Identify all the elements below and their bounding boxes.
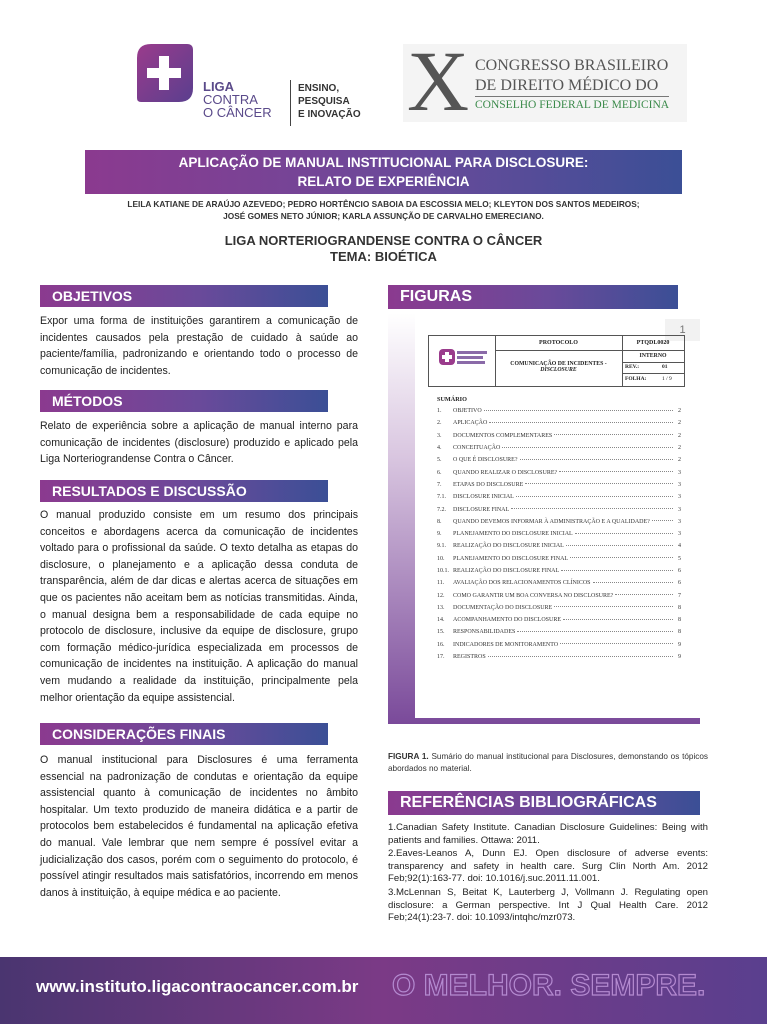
toc-number: 7.1.	[437, 494, 446, 501]
toc-title: REALIZAÇÃO DO DISCLOSURE INICIAL	[453, 543, 564, 550]
figure-doc-folha-value: 1 / 9	[662, 376, 672, 382]
toc-row	[437, 516, 681, 528]
toc-page: 7	[678, 592, 681, 599]
toc-row	[437, 454, 681, 466]
toc-row	[437, 626, 681, 638]
toc-row	[437, 417, 681, 429]
toc-leader	[593, 582, 673, 583]
toc-title: DISCLOSURE FINAL	[453, 506, 510, 513]
toc-title: OBJETIVO	[453, 408, 482, 415]
toc-leader	[566, 545, 673, 546]
toc-title: QUANDO REALIZAR O DISCLOSURE?	[453, 469, 558, 476]
figure-doc-rev-label: REV.:	[625, 364, 640, 370]
toc-number: 7.2.	[437, 506, 446, 513]
toc-row	[437, 479, 681, 491]
toc-leader	[525, 483, 673, 484]
toc-row	[437, 614, 681, 626]
toc-number: 5.	[437, 457, 442, 464]
toc-row	[437, 602, 681, 614]
toc-row	[437, 589, 681, 601]
reference-item: 2.Eaves-Leanos A, Dunn EJ. Open disclosure of adverse events: transparency and safety in health care. Surg Clin North Am. 2012 Feb;92(1):163-77. doi: 10.1016/j.suc.2011.11.001.	[388, 848, 708, 885]
title-line2: RELATO DE EXPERIÊNCIA	[297, 174, 470, 189]
figure-doc-logo	[429, 336, 496, 386]
toc-page: 3	[678, 518, 681, 525]
toc-leader	[489, 422, 673, 423]
toc-page: 6	[678, 568, 681, 574]
consideracoes-header: CONSIDERAÇÕES FINAIS	[40, 723, 328, 745]
reference-item: 1.Canadian Safety Institute. Canadian Disclosure Guidelines: Being with patients and families. Ottawa: 2011.	[388, 822, 708, 846]
toc-row	[437, 491, 681, 503]
toc-title: DISCLOSURE INICIAL	[453, 494, 514, 501]
figure-doc-sumario: SUMÁRIO	[437, 396, 467, 403]
toc-number: 10.1.	[437, 568, 449, 574]
toc-leader	[511, 508, 673, 509]
toc-page: 9	[678, 641, 681, 648]
liga-logo-line1: LIGA	[203, 79, 235, 94]
congress-logo	[403, 33, 687, 129]
toc-number: 8.	[437, 518, 442, 525]
metodos-text: Relato de experiência sobre a aplicação de manual interno para comunicação de incidentes (disclosure) produzido e aplicado pela Liga Norteriograndense Contra o Câncer.	[40, 420, 358, 466]
toc-number: 15.	[437, 629, 445, 636]
toc-number: 7.	[437, 481, 442, 488]
toc-row	[437, 503, 681, 515]
figure-doc-cross-icon	[439, 349, 455, 365]
authors-line1: LEILA KATIANE DE ARAÚJO AZEVEDO; PEDRO HORTÊNCIO SABOIA DA ESCOSSIA MELO; KLEYTON DOS SANTOS MEDEIROS;	[127, 199, 640, 209]
figure-doc-title2: DISCLOSURE	[540, 367, 577, 373]
toc-number: 12.	[437, 592, 445, 599]
toc-page: 8	[678, 604, 681, 611]
figure-doc-rev-value: 01	[662, 364, 668, 370]
toc-page: 2	[678, 432, 681, 439]
toc-row	[437, 639, 681, 651]
toc-leader	[517, 631, 673, 632]
liga-logo-line3: O CÂNCER	[203, 105, 272, 120]
consideracoes-text: O manual institucional para Disclosures é uma ferramenta essencial na padronização de condutas e orientação da equipe assistencial quanto à comunicação de incidentes no âmbito hospitalar. Um texto produzido de maneira didática e a partir de protocolos bem estabelecidos é fundamental na aplicação efetiva do manual. Vale lembrar que nem sempre é possível evitar a judicialização dos casos, porém com o seguimento do protocolo, é possível atingir resultados mais satisfatórios, incorrendo em menos danos à instituição, à equipe médica e ao paciente.	[40, 754, 358, 899]
toc-title: PLANEJAMENTO DO DISCLOSURE INICIAL	[453, 531, 573, 538]
footer-url[interactable]: www.instituto.ligacontraocancer.com.br	[36, 977, 359, 996]
reference-item: 3.McLennan S, Beitat K, Lauterberg J, Vollmann J. Regulating open disclosure: a German perspective. Int J Qual Health Care. 2012 Feb;24(1):23-7. doi: 10.1093/intqhc/mzr073.	[388, 886, 708, 924]
toc-row	[437, 430, 681, 442]
toc-title: O QUE É DISCLOSURE?	[453, 457, 518, 464]
toc-page: 3	[678, 531, 681, 538]
toc-leader	[575, 533, 673, 534]
toc-number: 4.	[437, 445, 442, 452]
objetivos-header: OBJETIVOS	[40, 285, 328, 307]
toc-page: 8	[678, 617, 681, 624]
toc-page: 5	[678, 555, 681, 562]
toc-number: 16.	[437, 641, 445, 648]
objetivos-text: Expor uma forma de instituições garantirem a comunicação de incidentes causados pela prestação de cuidado à saúde ao paciente/família, padronizando e orientando todo o processo de comunicação de incidentes.	[40, 315, 358, 377]
figuras-header: FIGURAS	[388, 285, 678, 309]
toc-page: 6	[678, 580, 681, 587]
toc-page: 4	[678, 543, 681, 550]
toc-leader	[554, 434, 673, 435]
figure-document	[415, 313, 700, 718]
liga-cross-icon	[133, 42, 195, 104]
toc-row	[437, 651, 681, 663]
liga-logo-line2: CONTRA	[203, 92, 258, 107]
referencias-header: REFERÊNCIAS BIBLIOGRÁFICAS	[388, 791, 700, 815]
theme: TEMA: BIOÉTICA	[330, 249, 437, 264]
toc-number: 10.	[437, 555, 445, 562]
toc-row	[437, 577, 681, 589]
toc-page: 2	[678, 457, 681, 464]
liga-logo	[133, 42, 368, 132]
figure-page-number: 1	[665, 319, 700, 341]
toc-title: ACOMPANHAMENTO DO DISCLOSURE	[453, 617, 562, 624]
resultados-text: O manual produzido consiste em um resumo dos principais conceitos e abordagens acerca da comunicação de incidentes voltado para o profissional da saúde. O texto detalha as etapas do disclosure, o planejamento e a aplicação dessa conduta de transparência, além de dar dicas e alertas acerca de situações em que os pacientes não aceitam bem as notícias transmitidas. Ainda, o manual designa bem a responsabilidade de cada equipe no protocolo de disclosure, inclusive da equipe de disclosure, grupo com formação médico-jurídica especializada em processos de comunicação de incidentes na instituição. A aplicação do manual vem mudando a realidade da instituição, principalmente pela melhor orientação da equipe assistencial.	[40, 509, 358, 704]
toc-number: 6.	[437, 469, 442, 476]
figure-caption: Sumário do manual institucional para Disclosures, demonstando os tópicos abordados no material.	[388, 752, 709, 773]
figure-doc-interno: INTERNO	[622, 351, 684, 363]
toc-leader	[484, 410, 673, 411]
toc-page: 3	[678, 494, 681, 501]
toc-title: QUANDO DEVEMOS INFORMAR À ADMINISTRAÇÃO E A QUALIDADE?	[453, 518, 650, 525]
toc-page: 8	[678, 629, 681, 636]
logo-divider	[290, 80, 291, 126]
congress-line2: DE DIREITO MÉDICO DO	[475, 76, 669, 97]
figure-doc-header	[428, 335, 685, 387]
toc-leader	[554, 606, 673, 607]
liga-tagline1: ENSINO,	[298, 83, 340, 94]
toc-page: 9	[678, 654, 681, 661]
figure-doc-title1: COMUNICAÇÃO DE INCIDENTES -	[510, 361, 607, 367]
toc-title: APLICAÇÃO	[453, 420, 488, 427]
toc-number: 11.	[437, 580, 445, 587]
toc-leader	[502, 447, 673, 448]
toc-number: 2.	[437, 420, 442, 427]
institution: LIGA NORTERIOGRANDENSE CONTRA O CÂNCER	[224, 233, 543, 248]
toc-leader	[560, 643, 673, 644]
toc-leader	[520, 459, 674, 460]
congress-numeral: X	[407, 33, 470, 129]
toc-number: 13.	[437, 604, 445, 611]
toc-row	[437, 466, 681, 478]
figure-doc-toc	[437, 405, 681, 663]
toc-leader	[559, 471, 673, 472]
figure-doc-code: PTQDL0020	[622, 336, 684, 351]
toc-title: ETAPAS DO DISCLOSURE	[453, 481, 524, 488]
toc-number: 14.	[437, 617, 445, 624]
title-banner	[85, 150, 682, 194]
toc-page: 3	[678, 506, 681, 513]
figure-doc-protocolo: PROTOCOLO	[495, 336, 623, 351]
toc-row	[437, 528, 681, 540]
liga-tagline2: PESQUISA	[298, 96, 350, 107]
liga-tagline3: E INOVAÇÃO	[298, 109, 361, 120]
title-line1: APLICAÇÃO DE MANUAL INSTITUCIONAL PARA DISCLOSURE:	[178, 155, 589, 170]
congress-line1: CONGRESSO BRASILEIRO	[475, 57, 669, 74]
toc-number: 1.	[437, 408, 442, 415]
toc-leader	[488, 656, 673, 657]
figure-doc-folha-label: FOLHA:	[625, 376, 647, 382]
toc-title: COMO GARANTIR UM BOA CONVERSA NO DISCLOSURE?	[453, 592, 614, 599]
toc-page: 2	[678, 420, 681, 427]
toc-row	[437, 442, 681, 454]
toc-page: 2	[678, 408, 681, 415]
toc-page: 2	[678, 445, 681, 452]
toc-title: DOCUMENTOS COMPLEMENTARES	[453, 432, 553, 439]
toc-row	[437, 565, 681, 577]
toc-leader	[516, 496, 673, 497]
authors-line2: JOSÉ GOMES NETO JÚNIOR; KARLA ASSUNÇÃO DE CARVALHO EMERECIANO.	[223, 211, 544, 221]
toc-leader	[615, 594, 673, 595]
toc-number: 3.	[437, 432, 442, 439]
toc-title: AVALIAÇÃO DOS RELACIONAMENTOS CLÍNICOS	[453, 580, 591, 587]
toc-leader	[570, 557, 673, 558]
referencias-list	[388, 822, 708, 925]
figure-caption-label: FIGURA 1.	[388, 752, 429, 761]
toc-title: INDICADORES DE MONITORAMENTO	[453, 641, 559, 648]
resultados-header: RESULTADOS E DISCUSSÃO	[40, 480, 328, 502]
toc-row	[437, 553, 681, 565]
metodos-header: MÉTODOS	[40, 390, 328, 412]
toc-page: 3	[678, 469, 681, 476]
toc-title: REGISTROS	[453, 654, 486, 661]
toc-title: RESPONSABILIDADES	[453, 629, 516, 636]
toc-leader	[563, 619, 673, 620]
congress-line3: CONSELHO FEDERAL DE MEDICINA	[475, 99, 670, 111]
toc-title: DOCUMENTAÇÃO DO DISCLOSURE	[453, 604, 553, 611]
toc-row	[437, 540, 681, 552]
toc-title: PLANEJAMENTO DO DISCLOSURE FINAL	[453, 555, 569, 562]
toc-title: REALIZAÇÃO DO DISCLOSURE FINAL	[453, 568, 560, 574]
toc-number: 9.1.	[437, 543, 446, 550]
toc-leader	[561, 570, 673, 571]
toc-row	[437, 405, 681, 417]
toc-number: 9.	[437, 531, 442, 538]
footer-slogan: O MELHOR. SEMPRE.	[392, 969, 706, 1002]
footer-bar	[0, 957, 767, 1024]
toc-leader	[652, 520, 673, 521]
toc-title: CONCEITUAÇÃO	[453, 445, 501, 452]
toc-page: 3	[678, 481, 681, 488]
toc-number: 17.	[437, 654, 445, 661]
